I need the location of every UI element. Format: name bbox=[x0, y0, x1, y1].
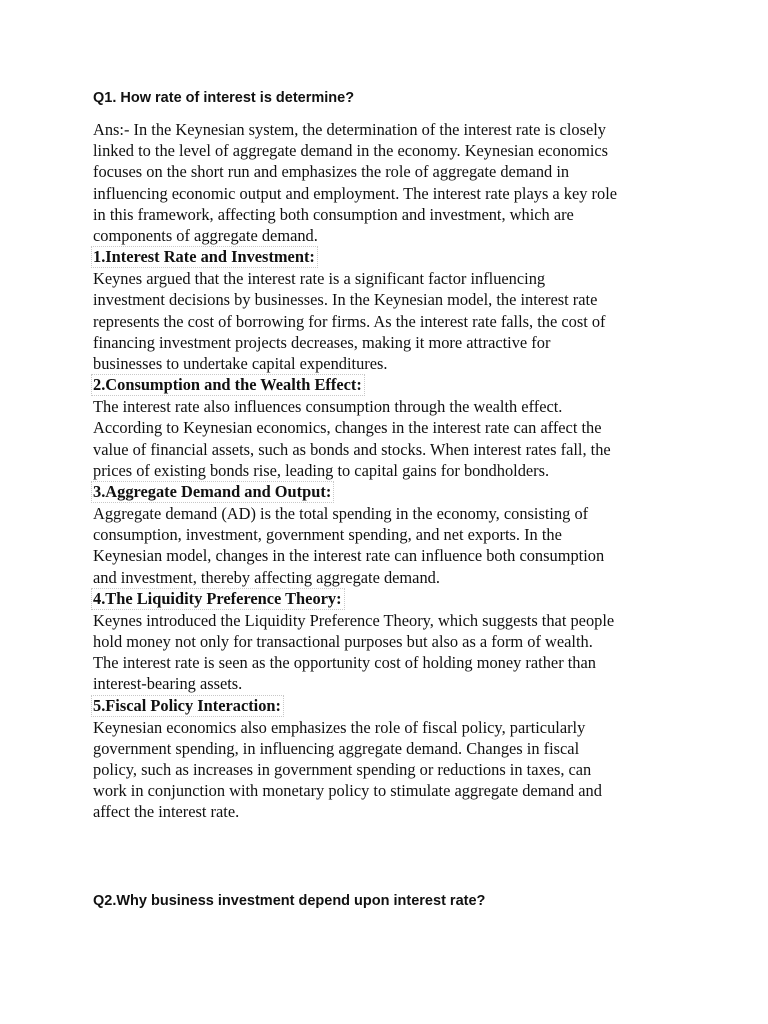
answer-body bbox=[93, 119, 683, 823]
section-heading: 1.Interest Rate and Investment: bbox=[91, 246, 318, 268]
text-line: financing investment projects decreases, making it more attractive for bbox=[93, 332, 551, 352]
text-line: Keynesian model, changes in the interest rate can influence both consumption bbox=[93, 546, 605, 566]
text-line: Aggregate demand (AD) is the total spending in the economy, consisting of bbox=[93, 504, 589, 524]
section-fiscal-policy bbox=[93, 695, 683, 823]
text-line: Keynes argued that the interest rate is a significant factor influencing bbox=[93, 269, 546, 289]
question-1-title: Q1. How rate of interest is determine? bbox=[93, 90, 355, 106]
text-line: affect the interest rate. bbox=[93, 802, 240, 822]
text-line: interest-bearing assets. bbox=[93, 674, 243, 694]
section-aggregate-demand-output bbox=[93, 481, 683, 588]
text-line: government spending, in influencing aggregate demand. Changes in fiscal bbox=[93, 738, 580, 758]
text-line: policy, such as increases in government spending or reductions in taxes, can bbox=[93, 760, 592, 780]
section-heading: 5.Fiscal Policy Interaction: bbox=[91, 695, 284, 717]
section-heading: 4.The Liquidity Preference Theory: bbox=[91, 588, 345, 610]
section-liquidity-preference bbox=[93, 588, 683, 695]
answer-intro bbox=[93, 119, 683, 246]
text-line: The interest rate also influences consumption through the wealth effect. bbox=[93, 397, 563, 417]
text-line: investment decisions by businesses. In the Keynesian model, the interest rate bbox=[93, 290, 598, 310]
text-line: hold money not only for transactional purposes but also as a form of wealth. bbox=[93, 632, 593, 652]
text-line: Keynes introduced the Liquidity Preference Theory, which suggests that people bbox=[93, 610, 615, 630]
text-line: components of aggregate demand. bbox=[93, 226, 318, 246]
text-line: prices of existing bonds rise, leading to capital gains for bondholders. bbox=[93, 460, 550, 480]
text-line: value of financial assets, such as bonds and stocks. When interest rates fall, the bbox=[93, 439, 611, 459]
section-interest-rate-investment bbox=[93, 246, 683, 374]
text-line: Ans:- In the Keynesian system, the determination of the interest rate is closely bbox=[93, 120, 606, 139]
text-line: focuses on the short run and emphasizes the role of aggregate demand in bbox=[93, 162, 570, 182]
section-consumption-wealth-effect bbox=[93, 374, 683, 481]
text-line: Keynesian economics also emphasizes the role of fiscal policy, particularly bbox=[93, 717, 586, 737]
text-line: consumption, investment, government spending, and net exports. In the bbox=[93, 525, 562, 545]
text-line: work in conjunction with monetary policy to stimulate aggregate demand and bbox=[93, 781, 602, 801]
text-line: and investment, thereby affecting aggregate demand. bbox=[93, 567, 440, 587]
text-line: represents the cost of borrowing for firms. As the interest rate falls, the cost of bbox=[93, 311, 606, 331]
text-line: The interest rate is seen as the opportunity cost of holding money rather than bbox=[93, 653, 596, 673]
section-heading: 2.Consumption and the Wealth Effect: bbox=[91, 374, 365, 396]
question-2-title: Q2.Why business investment depend upon interest rate? bbox=[93, 893, 486, 909]
text-line: influencing economic output and employment. The interest rate plays a key role bbox=[93, 183, 618, 203]
text-line: According to Keynesian economics, changes in the interest rate can affect the bbox=[93, 418, 602, 438]
text-line: linked to the level of aggregate demand in the economy. Keynesian economics bbox=[93, 141, 609, 161]
text-line: in this framework, affecting both consumption and investment, which are bbox=[93, 204, 574, 224]
section-heading: 3.Aggregate Demand and Output: bbox=[91, 481, 334, 503]
text-line: businesses to undertake capital expenditures. bbox=[93, 354, 388, 374]
